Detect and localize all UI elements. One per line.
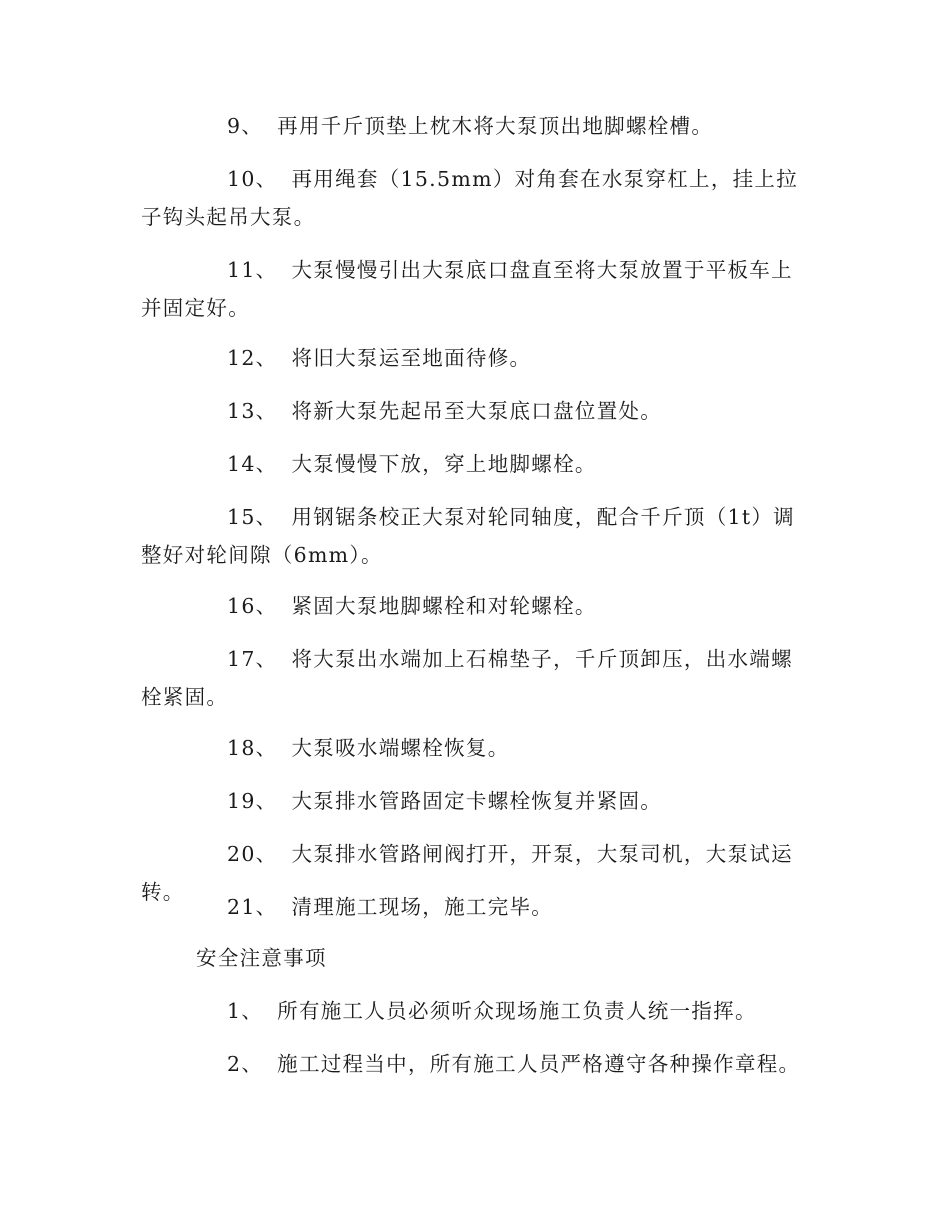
step-text: 大泵排水管路固定卡螺栓恢复并紧固。 — [291, 789, 663, 813]
step-13 — [141, 392, 811, 430]
step-18 — [141, 729, 811, 767]
safety-item-1 — [141, 992, 811, 1030]
step-number: 19、 — [227, 789, 278, 813]
step-text: 大泵慢慢下放，穿上地脚螺栓。 — [291, 452, 597, 476]
step-number: 17、 — [227, 647, 278, 671]
step-number: 21、 — [227, 895, 278, 919]
item-text: 施工过程当中，所有施工人员严格遵守各种操作章程。 — [277, 1052, 801, 1076]
step-number: 14、 — [227, 452, 278, 476]
step-text: 清理施工现场，施工完毕。 — [291, 895, 554, 919]
safety-heading: 安全注意事项 — [196, 946, 327, 970]
step-text: 大泵慢慢引出大泵底口盘直至将大泵放置于平板车上并固定好。 — [141, 258, 793, 320]
step-16 — [141, 587, 811, 625]
step-number: 10、 — [227, 167, 278, 191]
step-14 — [141, 445, 811, 483]
step-21 — [141, 888, 811, 926]
item-number: 2、 — [227, 1052, 264, 1076]
step-9 — [141, 107, 811, 145]
step-text: 紧固大泵地脚螺栓和对轮螺栓。 — [291, 594, 597, 618]
step-text: 大泵排水管路闸阀打开，开泵，大泵司机，大泵试运转。 — [141, 842, 793, 904]
step-number: 13、 — [227, 399, 278, 423]
step-17 — [141, 640, 811, 716]
step-number: 20、 — [227, 842, 278, 866]
item-number: 1、 — [227, 999, 264, 1023]
step-15 — [141, 498, 811, 574]
step-10 — [141, 160, 811, 236]
step-text: 用钢锯条校正大泵对轮同轴度，配合千斤顶（1t）调整好对轮间隙（6mm）。 — [141, 505, 795, 567]
item-text: 所有施工人员必须听众现场施工负责人统一指挥。 — [277, 999, 757, 1023]
step-19 — [141, 782, 811, 820]
step-text: 将新大泵先起吊至大泵底口盘位置处。 — [291, 399, 663, 423]
step-text: 将大泵出水端加上石棉垫子，千斤顶卸压，出水端螺栓紧固。 — [141, 647, 793, 709]
step-number: 9、 — [227, 114, 264, 138]
step-number: 11、 — [227, 258, 278, 282]
step-number: 15、 — [227, 505, 278, 529]
step-text: 再用千斤顶垫上枕木将大泵顶出地脚螺栓槽。 — [277, 114, 714, 138]
safety-item-2 — [141, 1045, 811, 1083]
step-number: 12、 — [227, 346, 278, 370]
step-text: 大泵吸水端螺栓恢复。 — [291, 736, 510, 760]
step-number: 16、 — [227, 594, 278, 618]
step-text: 再用绳套（15.5mm）对角套在水泵穿杠上，挂上拉子钩头起吊大泵。 — [141, 167, 799, 229]
step-11 — [141, 251, 811, 327]
step-number: 18、 — [227, 736, 278, 760]
step-12 — [141, 339, 811, 377]
step-text: 将旧大泵运至地面待修。 — [291, 346, 532, 370]
